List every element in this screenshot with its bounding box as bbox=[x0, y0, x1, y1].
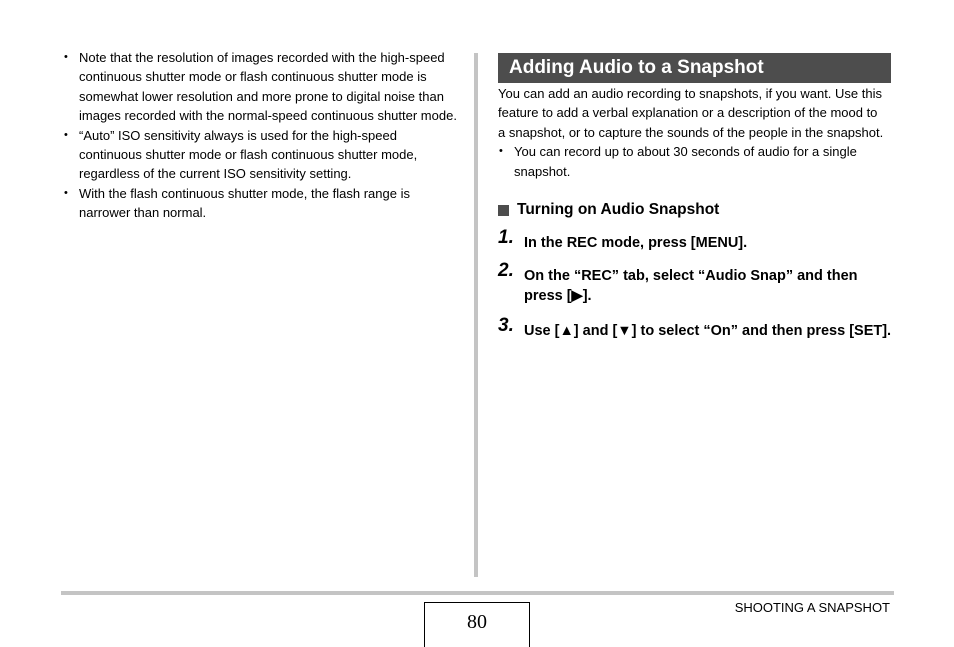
bullet-icon: • bbox=[499, 145, 503, 158]
step-2 bbox=[498, 260, 894, 306]
column-divider bbox=[474, 53, 478, 577]
right-column bbox=[498, 53, 894, 341]
section-title: Adding Audio to a Snapshot bbox=[498, 53, 891, 83]
left-column bbox=[63, 48, 463, 223]
step-1 bbox=[498, 227, 894, 253]
step-number: 3. bbox=[498, 315, 514, 337]
list-item: • “Auto” ISO sensitivity always is used for the high-speed continuous shutter mode or flash continuous shutter mode, regardless of the current ISO sensitivity setting. bbox=[64, 127, 418, 182]
intro-paragraph: You can add an audio recording to snapshots, if you want. Use this feature to add a verbal explanation or a description of the mood to a snapshot, or to capture the sounds of the people in the snapshot. bbox=[498, 86, 884, 140]
step-number: 2. bbox=[498, 260, 514, 282]
bullet-icon: • bbox=[64, 186, 68, 199]
step-text: On the “REC” tab, select “Audio Snap” and then press [▶]. bbox=[524, 268, 858, 305]
page-number: 80 bbox=[424, 602, 530, 647]
step-text: Use [▲] and [▼] to select “On” and then press [SET]. bbox=[524, 323, 892, 340]
list-item: • Note that the resolution of images recorded with the high-speed continuous shutter mode or flash continuous shutter mode is somewhat lower resolution and more prone to digital noise than images recorded with the normal-speed continuous shutter mode. bbox=[64, 50, 457, 124]
chapter-title: SHOOTING A SNAPSHOT bbox=[734, 600, 890, 615]
list-item: • You can record up to about 30 seconds of audio for a single snapshot. bbox=[499, 144, 857, 179]
bullet-icon: • bbox=[64, 128, 68, 141]
footer-rule bbox=[61, 591, 894, 595]
square-marker-icon bbox=[498, 205, 509, 216]
notes-list bbox=[63, 48, 463, 223]
bullet-icon: • bbox=[64, 51, 68, 63]
subheading: Turning on Audio Snapshot bbox=[498, 201, 894, 219]
list-item: • With the flash continuous shutter mode, the flash range is narrower than normal. bbox=[64, 185, 410, 221]
step-text: In the REC mode, press [MENU]. bbox=[524, 235, 748, 252]
audio-notes-list bbox=[498, 142, 894, 181]
step-number: 1. bbox=[498, 227, 514, 249]
step-3 bbox=[498, 315, 894, 341]
